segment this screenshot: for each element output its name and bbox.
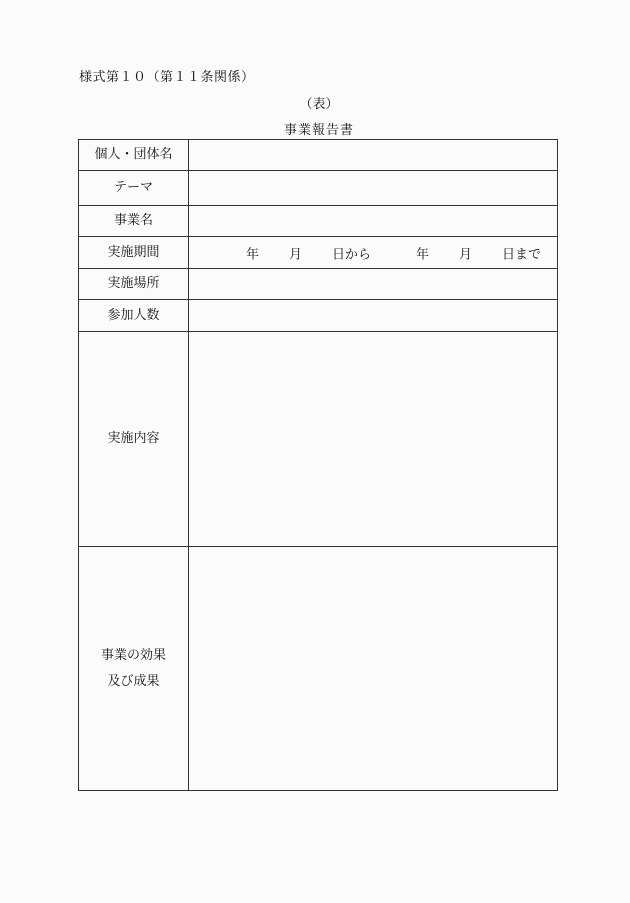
content-label: 実施内容 bbox=[79, 332, 189, 547]
participants-label: 参加人数 bbox=[79, 300, 189, 332]
period-fill-in bbox=[189, 237, 557, 268]
effects-label-line2: 及び成果 bbox=[107, 673, 160, 689]
participants-field[interactable] bbox=[189, 300, 558, 332]
effects-label bbox=[79, 547, 189, 791]
table-row bbox=[79, 206, 558, 237]
day-from-text: 日から bbox=[332, 247, 372, 262]
year-to-text: 年 bbox=[416, 247, 430, 262]
location-label: 実施場所 bbox=[79, 269, 189, 300]
form-number: 様式第１０（第１１条関係） bbox=[79, 70, 255, 85]
theme-field[interactable] bbox=[189, 171, 558, 206]
table-row bbox=[79, 547, 558, 791]
period-field[interactable] bbox=[189, 237, 558, 269]
effects-field[interactable] bbox=[189, 547, 558, 791]
report-table bbox=[78, 139, 558, 791]
table-row bbox=[79, 332, 558, 547]
name-field[interactable] bbox=[189, 140, 558, 171]
effects-label-line1: 事業の効果 bbox=[100, 647, 166, 663]
document-title: 事業報告書 bbox=[283, 123, 354, 138]
project-name-field[interactable] bbox=[189, 206, 558, 237]
project-name-label: 事業名 bbox=[79, 206, 189, 237]
table-row bbox=[79, 269, 558, 300]
content-field[interactable] bbox=[189, 332, 558, 547]
table-row bbox=[79, 140, 558, 171]
page-side-label: （表） bbox=[299, 97, 339, 112]
month-from-text: 月 bbox=[289, 247, 303, 262]
table-row bbox=[79, 300, 558, 332]
theme-label: テーマ bbox=[79, 171, 189, 206]
table-row bbox=[79, 237, 558, 269]
month-to-text: 月 bbox=[459, 247, 473, 262]
period-label: 実施期間 bbox=[79, 237, 189, 269]
year-from-text: 年 bbox=[246, 247, 260, 262]
day-to-text: 日まで bbox=[502, 247, 542, 262]
name-label: 個人・団体名 bbox=[79, 140, 189, 171]
table-row bbox=[79, 171, 558, 206]
location-field[interactable] bbox=[189, 269, 558, 300]
